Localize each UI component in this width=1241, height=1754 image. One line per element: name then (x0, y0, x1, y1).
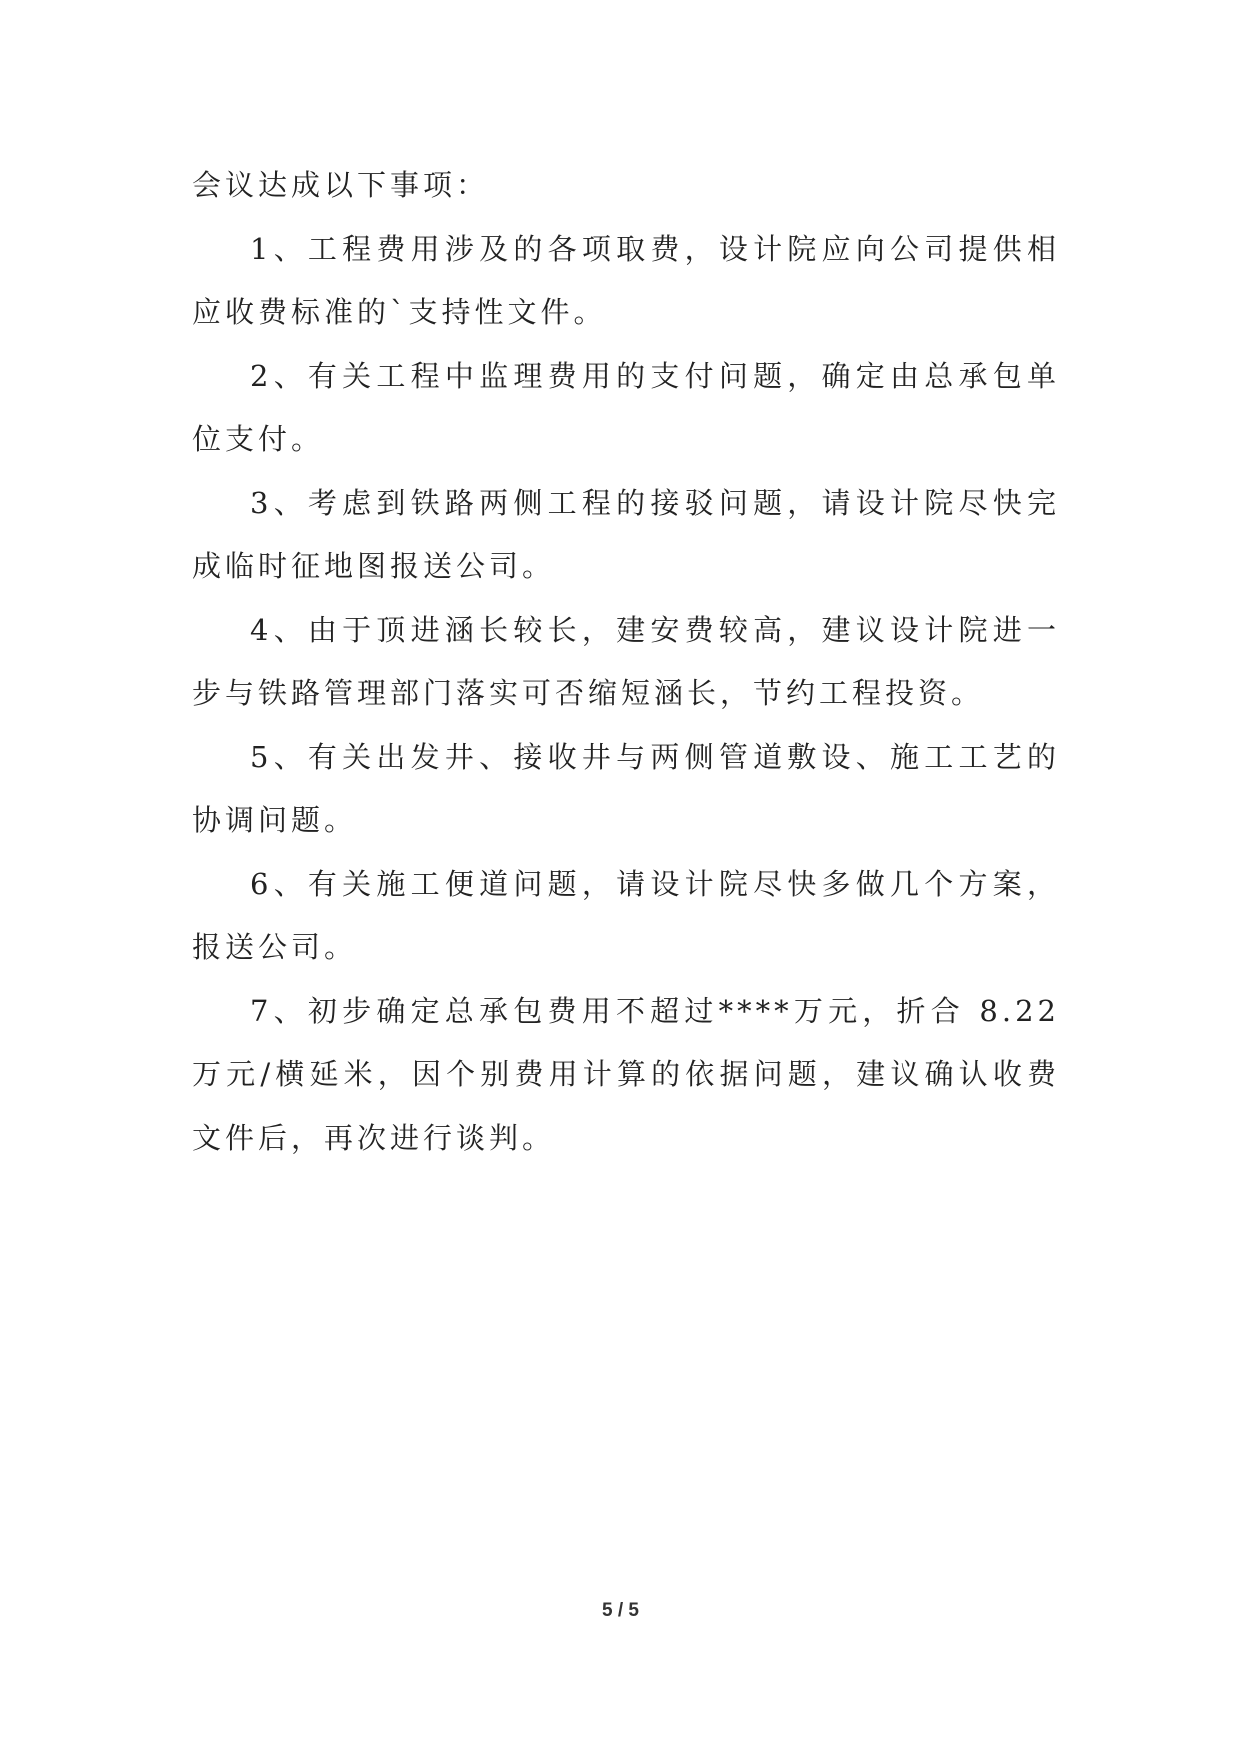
agreement-item-2: 2、有关工程中监理费用的支付问题，确定由总承包单位支付。 (192, 358, 1060, 456)
agreement-item-3: 3、考虑到铁路两侧工程的接驳问题，请设计院尽快完成临时征地图报送公司。 (192, 485, 1060, 583)
page-number: 5 / 5 (602, 1600, 639, 1621)
agreement-item-5: 5、有关出发井、接收井与两侧管道敷设、施工工艺的协调问题。 (192, 739, 1060, 837)
document-body (192, 154, 1060, 1170)
agreement-item-1: 1、工程费用涉及的各项取费，设计院应向公司提供相应收费标准的`支持性文件。 (192, 231, 1060, 329)
agreement-item-6: 6、有关施工便道问题，请设计院尽快多做几个方案，报送公司。 (192, 866, 1060, 964)
agreement-item-4: 4、由于顶进涵长较长，建安费较高，建议设计院进一步与铁路管理部门落实可否缩短涵长，节约工程投资。 (192, 612, 1060, 710)
agreement-item-7: 7、初步确定总承包费用不超过****万元，折合 8.22 万元/横延米，因个别费用计算的依据问题，建议确认收费文件后，再次进行谈判。 (192, 993, 1060, 1155)
intro-paragraph: 会议达成以下事项： (192, 168, 490, 202)
